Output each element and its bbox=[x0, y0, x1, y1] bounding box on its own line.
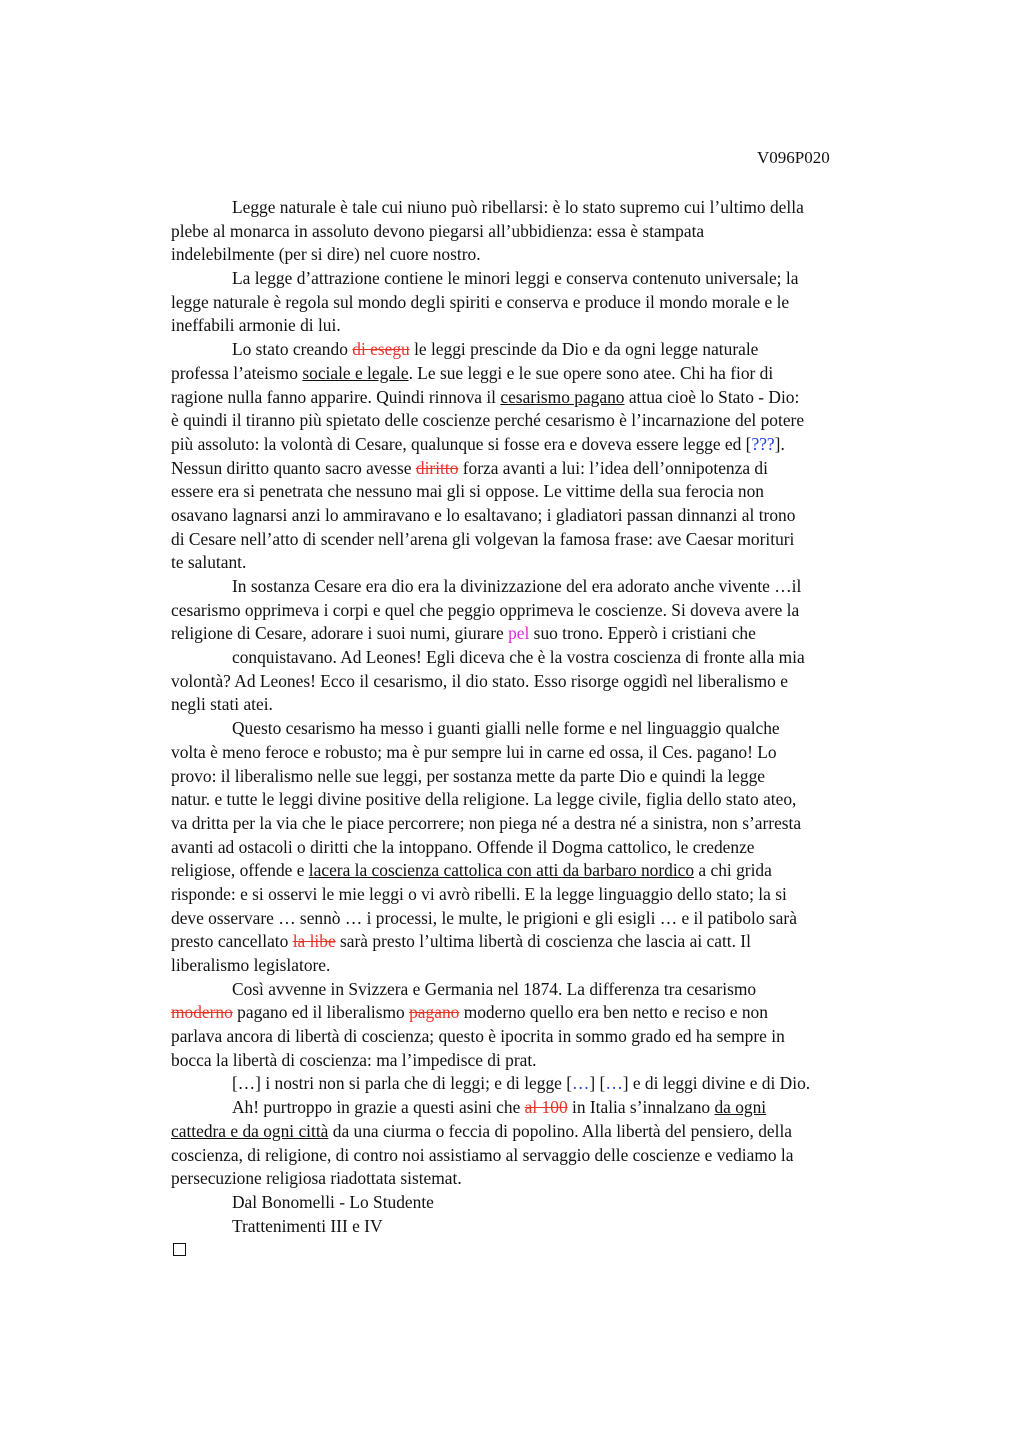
text-run: religiose, offende e bbox=[171, 860, 309, 881]
text-line bbox=[171, 551, 931, 575]
text-line bbox=[171, 1215, 931, 1239]
text-run: Trattenimenti III e IV bbox=[232, 1215, 383, 1236]
text-run: persecuzione religiosa riadottata sistemat. bbox=[171, 1168, 462, 1189]
text-run: Questo cesarismo ha messo i guanti gialli nelle forme e nel linguaggio qualche bbox=[232, 718, 780, 739]
text-run: più assoluto: la volontà di Cesare, qualunque si fosse era e doveva essere legge ed [ bbox=[171, 433, 752, 454]
text-run: risponde: e si osservi le mie leggi o vi avrò ribelli. E la legge linguaggio dello stato; la si bbox=[171, 883, 787, 904]
text-run: coscienza, di religione, di contro noi assistiamo al servaggio delle coscienze e vediamo la bbox=[171, 1144, 794, 1165]
text-run: Così avvenne in Svizzera e Germania nel 1874. La differenza tra cesarismo bbox=[232, 978, 757, 999]
text-run: conquistavano. Ad Leones! Egli diceva che è la vostra coscienza di fronte alla mia bbox=[232, 647, 805, 668]
text-line bbox=[171, 386, 931, 410]
text-run: In sostanza Cesare era dio era la divinizzazione del era adorato anche vivente …il bbox=[232, 576, 802, 596]
uncertain-reading: ??? bbox=[751, 433, 775, 454]
text-line bbox=[171, 433, 931, 457]
uncertain-reading: … bbox=[572, 1073, 590, 1094]
text-line bbox=[171, 314, 931, 338]
text-line bbox=[171, 220, 931, 244]
text-line bbox=[171, 693, 931, 717]
text-line bbox=[171, 1001, 931, 1025]
text-run: ragione nulla fanno apparire. Quindi rinnova il bbox=[171, 386, 501, 407]
paragraph bbox=[171, 267, 931, 338]
paragraph bbox=[171, 717, 931, 978]
struck-text: la libe bbox=[292, 931, 336, 952]
text-run: ineffabili armonie di lui. bbox=[171, 315, 341, 336]
text-run: da una ciurma o feccia di popolino. Alla libertà del pensiero, della bbox=[328, 1120, 792, 1141]
text-line bbox=[171, 717, 931, 741]
text-line bbox=[171, 1049, 931, 1073]
text-line bbox=[171, 480, 931, 504]
text-run: religione di Cesare, adorare i suoi numi, giurare bbox=[171, 623, 509, 644]
underlined-text: lacera la coscienza cattolica con atti da barbaro nordico bbox=[308, 860, 695, 881]
text-run: Dal Bonomelli - Lo Studente bbox=[232, 1191, 434, 1212]
text-run: La legge d’attrazione contiene le minori leggi e conserva contenuto universale; la bbox=[232, 268, 799, 289]
text-line bbox=[171, 243, 931, 267]
highlighted-text: pel bbox=[508, 623, 530, 644]
text-run: va dritta per la via che le piace percorrere; non piega né a destra né a sinistra, non s’arresta bbox=[171, 812, 802, 833]
text-run: professa l’ateismo bbox=[171, 362, 303, 383]
underlined-text: cesarismo pagano bbox=[500, 386, 625, 407]
text-run: ]. bbox=[774, 433, 785, 454]
struck-text: di esegu bbox=[352, 339, 410, 360]
text-run: […] i nostri non si parla che di leggi; e di legge [ bbox=[232, 1073, 572, 1094]
text-run: legge naturale è regola sul mondo degli spiriti e conserva e produce il mondo morale e le bbox=[171, 291, 790, 312]
text-line bbox=[171, 765, 931, 789]
text-line bbox=[171, 267, 931, 291]
text-line bbox=[171, 1096, 931, 1120]
paragraph bbox=[171, 1191, 931, 1238]
text-run: a chi grida bbox=[694, 860, 772, 881]
text-line bbox=[171, 409, 931, 433]
uncertain-reading: … bbox=[605, 1073, 623, 1094]
struck-text: moderno bbox=[171, 1002, 233, 1023]
text-line bbox=[171, 978, 931, 1002]
text-run: natur. e tutte le leggi divine positive della religione. La legge civile, figlia dello stato ateo, bbox=[171, 789, 797, 810]
text-line bbox=[171, 883, 931, 907]
text-run: presto cancellato bbox=[171, 931, 293, 952]
text-line bbox=[171, 646, 931, 670]
text-line bbox=[171, 291, 931, 315]
text-run: negli stati atei. bbox=[171, 694, 273, 715]
text-line bbox=[171, 670, 931, 694]
text-run: provo: il liberalismo nelle sue leggi, per sostanza mette da parte Dio e quindi la legge bbox=[171, 765, 765, 786]
text-line bbox=[171, 836, 931, 860]
text-run: volta è meno feroce e robusto; ma è pur sempre lui in carne ed ossa, il Ces. pagano! Lo bbox=[171, 741, 777, 762]
text-line bbox=[171, 788, 931, 812]
paragraph bbox=[171, 1096, 931, 1191]
text-run: parlava ancora di libertà di coscienza; questo è ipocrita in sommo grado ed ha sempre in bbox=[171, 1026, 785, 1047]
text-run: deve osservare … sennò … i processi, le multe, le prigioni e gli esigli … e il patibolo sarà bbox=[171, 907, 797, 928]
text-line bbox=[171, 954, 931, 978]
paragraph bbox=[171, 1072, 931, 1096]
text-run: volontà? Ad Leones! Ecco il cesarismo, il dio stato. Esso risorge oggidì nel liberalismo e bbox=[171, 670, 788, 691]
text-run: Legge naturale è tale cui niuno può ribellarsi: è lo stato supremo cui l’ultimo della bbox=[232, 197, 804, 217]
struck-text: diritto bbox=[415, 457, 459, 478]
text-line bbox=[171, 362, 931, 386]
text-run: plebe al monarca in assoluto devono piegarsi all’ubbidienza: essa è stampata bbox=[171, 220, 705, 241]
text-run: attua cioè lo Stato - Dio: bbox=[624, 386, 800, 407]
underlined-text: sociale e legale bbox=[302, 362, 409, 383]
text-line bbox=[171, 528, 931, 552]
document-id: V096P020 bbox=[757, 148, 830, 167]
text-line bbox=[171, 504, 931, 528]
text-line bbox=[171, 1191, 931, 1215]
text-line bbox=[171, 930, 931, 954]
underlined-text: da ogni bbox=[714, 1097, 767, 1118]
text-run: ] [ bbox=[589, 1073, 606, 1094]
text-run: sarà presto l’ultima libertà di coscienza che lascia ai catt. Il bbox=[335, 931, 751, 952]
text-run: te salutant. bbox=[171, 552, 247, 573]
empty-square-icon bbox=[173, 1243, 186, 1256]
text-run: pagano ed il liberalismo bbox=[232, 1002, 410, 1023]
document-body bbox=[171, 196, 931, 1238]
text-line bbox=[171, 1144, 931, 1168]
text-run: Lo stato creando bbox=[232, 339, 353, 360]
text-run: avanti ad ostacoli o diritti che la intoppano. Offende il Dogma cattolico, le credenze bbox=[171, 836, 755, 857]
text-line bbox=[171, 622, 931, 646]
text-line bbox=[171, 859, 931, 883]
text-run: le leggi prescinde da Dio e da ogni legge naturale bbox=[409, 339, 759, 360]
underlined-text: cattedra e da ogni città bbox=[171, 1120, 329, 1141]
paragraph bbox=[171, 196, 931, 267]
paragraph bbox=[171, 338, 931, 575]
text-line bbox=[171, 599, 931, 623]
text-line bbox=[171, 907, 931, 931]
text-run: indelebilmente (per si dire) nel cuore nostro. bbox=[171, 244, 481, 265]
text-run: essere era si penetrata che nessuno mai gli si oppose. Le vittime della sua ferocia non bbox=[171, 481, 765, 502]
text-line bbox=[171, 196, 931, 220]
struck-text: pagano bbox=[409, 1002, 460, 1023]
text-line bbox=[171, 1025, 931, 1049]
struck-text: al 100 bbox=[524, 1097, 568, 1118]
text-run: bocca la libertà di coscienza: ma l’impedisce di prat. bbox=[171, 1049, 537, 1070]
text-run: ] e di leggi divine e di Dio. bbox=[622, 1073, 811, 1094]
text-line bbox=[171, 1120, 931, 1144]
text-line bbox=[171, 741, 931, 765]
text-run: . Le sue leggi e le sue opere sono atee. Chi ha fior di bbox=[408, 362, 774, 383]
paragraph bbox=[171, 575, 931, 646]
text-run: cesarismo opprimeva i corpi e quel che peggio opprimeva le coscienze. Si doveva avere la bbox=[171, 599, 800, 620]
text-line bbox=[171, 1072, 931, 1096]
text-line bbox=[171, 1167, 931, 1191]
text-line bbox=[171, 812, 931, 836]
text-run: è quindi il tiranno più spietato delle coscienze perché cesarismo è l’incarnazione del potere bbox=[171, 410, 805, 431]
text-run: osavano lagnarsi anzi lo ammiravano e lo esaltavano; i gladiatori passan dinnanzi al trono bbox=[171, 504, 796, 525]
text-line bbox=[171, 457, 931, 481]
text-run: in Italia s’innalzano bbox=[567, 1097, 715, 1118]
paragraph bbox=[171, 646, 931, 717]
text-run: suo trono. Epperò i cristiani che bbox=[529, 623, 756, 644]
text-line bbox=[171, 338, 931, 362]
paragraph bbox=[171, 978, 931, 1073]
text-run: Nessun diritto quanto sacro avesse bbox=[171, 457, 416, 478]
text-run: liberalismo legislatore. bbox=[171, 955, 331, 975]
text-run: Ah! purtroppo in grazie a questi asini che bbox=[232, 1097, 525, 1118]
text-run: di Cesare nell’atto di scender nell’arena gli volgevan la famosa frase: ave Caesar morituri bbox=[171, 528, 795, 549]
text-run: forza avanti a lui: l’idea dell’onnipotenza di bbox=[458, 457, 768, 478]
text-line bbox=[171, 575, 931, 599]
text-run: moderno quello era ben netto e reciso e non bbox=[459, 1002, 768, 1023]
